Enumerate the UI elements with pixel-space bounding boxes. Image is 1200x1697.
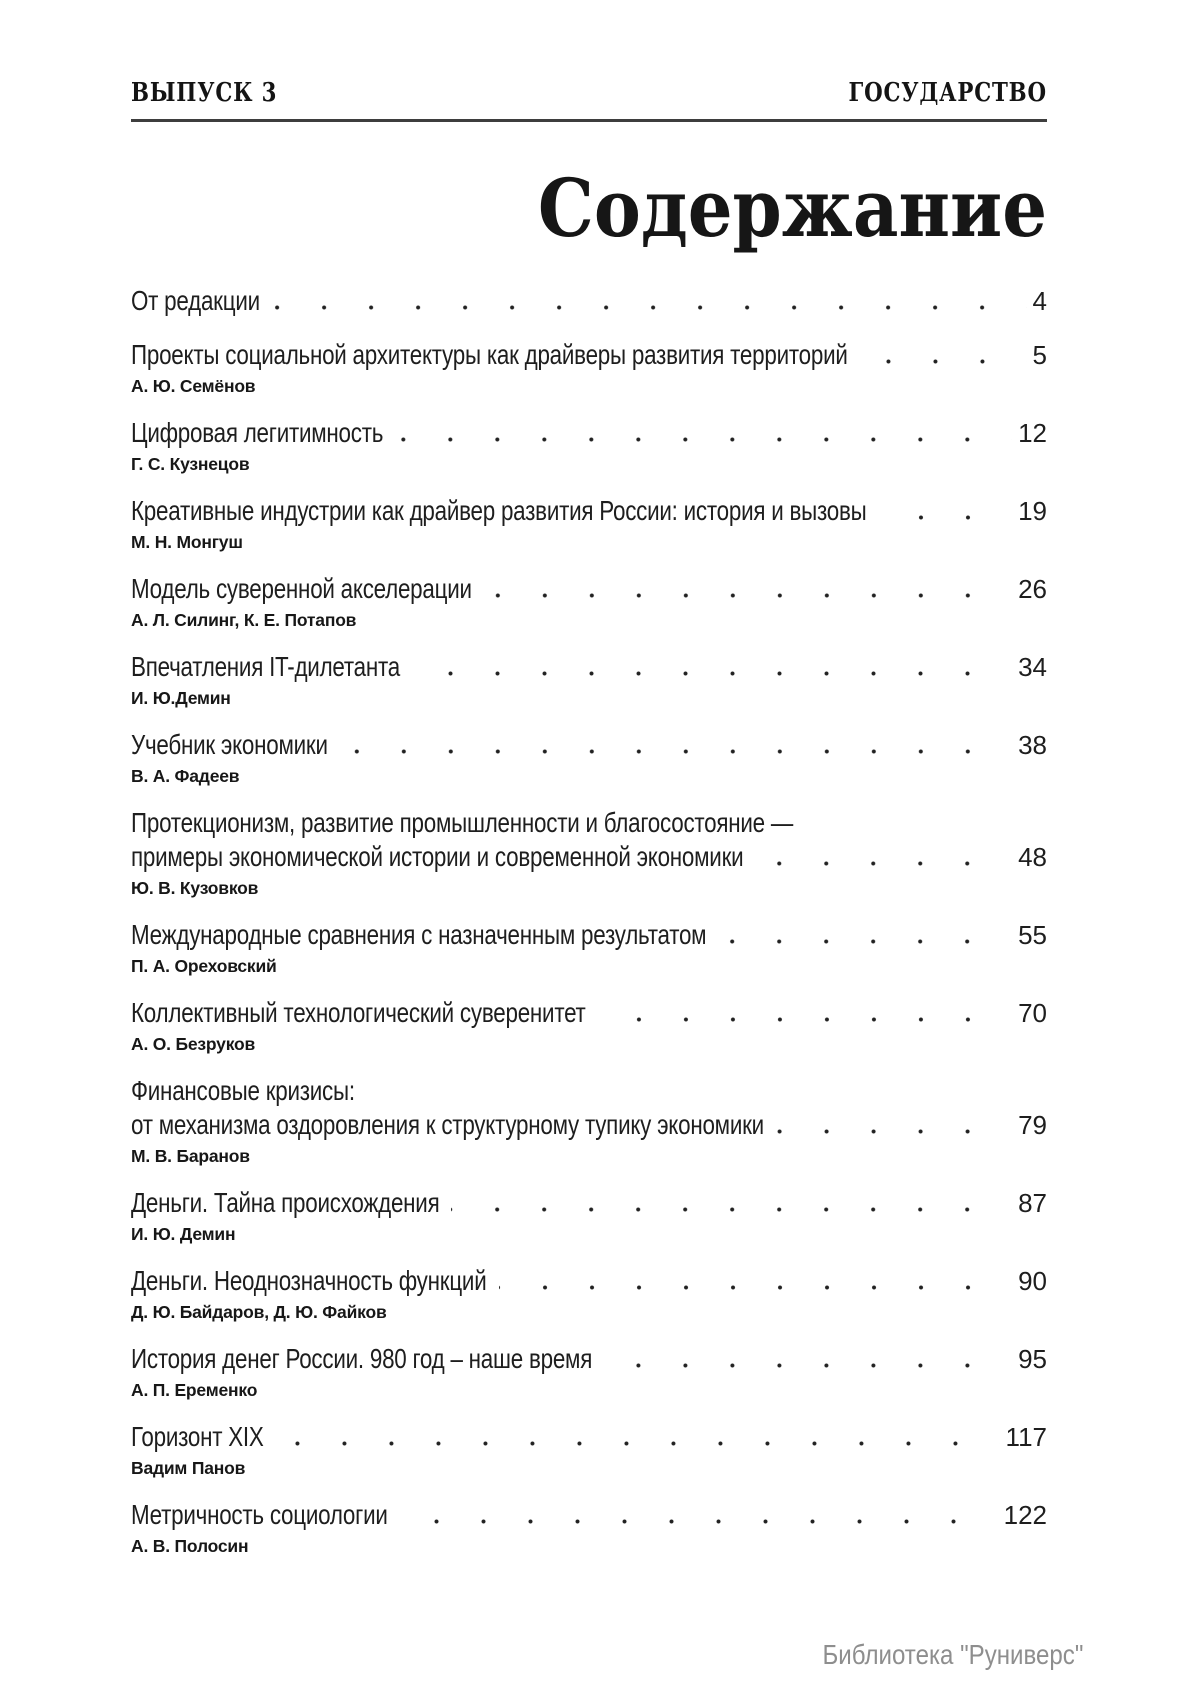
entry-page-number: 90 bbox=[1018, 1266, 1047, 1296]
toc-entry bbox=[131, 1498, 1047, 1556]
entry-author: Г. С. Кузнецов bbox=[131, 454, 250, 474]
toc-entry bbox=[131, 728, 1047, 786]
entry-row bbox=[131, 1420, 1047, 1454]
dot-leader bbox=[400, 650, 1018, 684]
entry-title: Деньги. Тайна происхождения bbox=[131, 1187, 440, 1218]
entry-page-number: 95 bbox=[1018, 1344, 1047, 1374]
entry-author: А. В. Полосин bbox=[131, 1536, 249, 1556]
dot-leader bbox=[388, 1498, 1004, 1532]
entry-title: Креативные индустрии как драйвер развития России: история и вызовы bbox=[131, 495, 867, 526]
toc-entry bbox=[131, 1264, 1047, 1322]
entry-title: Метричность социологии bbox=[131, 1499, 388, 1530]
page-header bbox=[131, 78, 1047, 108]
entry-page-number: 70 bbox=[1018, 998, 1047, 1028]
entry-page-number: 122 bbox=[1003, 1500, 1047, 1530]
toc-list bbox=[131, 284, 1047, 1556]
dot-leader bbox=[487, 1264, 1019, 1298]
footer-watermark: Библиотека "Руниверс" bbox=[822, 1639, 1083, 1670]
entry-row bbox=[131, 1264, 1047, 1298]
entry-author: В. А. Фадеев bbox=[131, 766, 240, 786]
entry-author: А. Л. Силинг, К. Е. Потапов bbox=[131, 610, 357, 630]
entry-title: Проекты социальной архитектуры как драйверы развития территорий bbox=[131, 339, 848, 370]
entry-row bbox=[131, 494, 1047, 528]
entry-title: Горизонт XIX bbox=[131, 1421, 264, 1452]
entry-title: Впечатления IT-дилетанта bbox=[131, 651, 400, 682]
dot-leader bbox=[439, 1186, 1018, 1220]
dot-leader bbox=[260, 284, 1033, 318]
entry-title: примеры экономической истории и современной экономики bbox=[131, 841, 744, 872]
toc-entry bbox=[131, 1186, 1047, 1244]
entry-page-number: 12 bbox=[1018, 418, 1047, 448]
toc-entry bbox=[131, 572, 1047, 630]
entry-row bbox=[131, 840, 1047, 874]
entry-author: М. В. Баранов bbox=[131, 1146, 250, 1166]
dot-leader bbox=[264, 1420, 1006, 1454]
entry-author: А. П. Еременко bbox=[131, 1380, 258, 1400]
entry-title-line: Протекционизм, развитие промышленности и благосостояние — bbox=[131, 807, 794, 838]
entry-page-number: 4 bbox=[1032, 286, 1047, 316]
toc-entry bbox=[131, 806, 1047, 898]
toc-entry bbox=[131, 494, 1047, 552]
entry-row bbox=[131, 416, 1047, 450]
dot-leader bbox=[848, 338, 1033, 372]
entry-title: Международные сравнения с назначенным результатом bbox=[131, 919, 707, 950]
toc-entry bbox=[131, 996, 1047, 1054]
entry-page-number: 117 bbox=[1005, 1422, 1047, 1452]
entry-page-number: 34 bbox=[1018, 652, 1047, 682]
header-rule bbox=[131, 119, 1047, 122]
dot-leader bbox=[586, 996, 1018, 1030]
entry-row bbox=[131, 1342, 1047, 1376]
entry-row bbox=[131, 1108, 1047, 1142]
entry-page-number: 38 bbox=[1018, 730, 1047, 760]
entry-title: История денег России. 980 год – наше время bbox=[131, 1343, 593, 1374]
entry-author: Вадим Панов bbox=[131, 1458, 246, 1478]
entry-row bbox=[131, 338, 1047, 372]
entry-title: Деньги. Неоднозначность функций bbox=[131, 1265, 487, 1296]
entry-author: А. О. Безруков bbox=[131, 1034, 256, 1054]
entry-author: Ю. В. Кузовков bbox=[131, 878, 259, 898]
entry-page-number: 55 bbox=[1018, 920, 1047, 950]
entry-title: от механизма оздоровления к структурному тупику экономики bbox=[131, 1109, 764, 1140]
toc-entry bbox=[131, 650, 1047, 708]
entry-row bbox=[131, 728, 1047, 762]
entry-title-line: Финансовые кризисы: bbox=[131, 1075, 355, 1106]
entry-page-number: 48 bbox=[1018, 842, 1047, 872]
entry-author: А. Ю. Семёнов bbox=[131, 376, 256, 396]
entry-title: От редакции bbox=[131, 285, 260, 316]
dot-leader bbox=[592, 1342, 1018, 1376]
entry-page-number: 19 bbox=[1018, 496, 1047, 526]
entry-page-number: 5 bbox=[1032, 340, 1047, 370]
toc-entry bbox=[131, 918, 1047, 976]
toc-entry bbox=[131, 338, 1047, 396]
dot-leader bbox=[743, 840, 1018, 874]
entry-row bbox=[131, 284, 1047, 318]
dot-leader bbox=[706, 918, 1018, 952]
entry-row bbox=[131, 918, 1047, 952]
dot-leader bbox=[328, 728, 1018, 762]
entry-page-number: 87 bbox=[1018, 1188, 1047, 1218]
entry-row bbox=[131, 1186, 1047, 1220]
entry-row bbox=[131, 1498, 1047, 1532]
entry-title: Коллективный технологический суверенитет bbox=[131, 997, 586, 1028]
toc-entry bbox=[131, 1074, 1047, 1166]
entry-row bbox=[131, 996, 1047, 1030]
entry-row bbox=[131, 650, 1047, 684]
dot-leader bbox=[383, 416, 1018, 450]
entry-author: П. А. Ореховский bbox=[131, 956, 277, 976]
toc-entry bbox=[131, 284, 1047, 318]
toc-entry bbox=[131, 1420, 1047, 1478]
entry-author: М. Н. Монгуш bbox=[131, 532, 243, 552]
page-title: Содержание bbox=[537, 161, 1047, 255]
toc-entry bbox=[131, 416, 1047, 474]
entry-title: Учебник экономики bbox=[131, 729, 328, 760]
entry-author: Д. Ю. Байдаров, Д. Ю. Файков bbox=[131, 1302, 387, 1322]
dot-leader bbox=[472, 572, 1018, 606]
issue-label: ВЫПУСК 3 bbox=[131, 78, 278, 108]
entry-page-number: 79 bbox=[1018, 1110, 1047, 1140]
dot-leader bbox=[867, 494, 1018, 528]
entry-author: И. Ю. Демин bbox=[131, 1224, 236, 1244]
dot-leader bbox=[764, 1108, 1018, 1142]
entry-author: И. Ю.Демин bbox=[131, 688, 231, 708]
journal-label: ГОСУДАРСТВО bbox=[848, 78, 1047, 108]
entry-title: Цифровая легитимность bbox=[131, 417, 384, 448]
toc-entry bbox=[131, 1342, 1047, 1400]
entry-page-number: 26 bbox=[1018, 574, 1047, 604]
entry-row bbox=[131, 572, 1047, 606]
entry-title: Модель суверенной акселерации bbox=[131, 573, 472, 604]
